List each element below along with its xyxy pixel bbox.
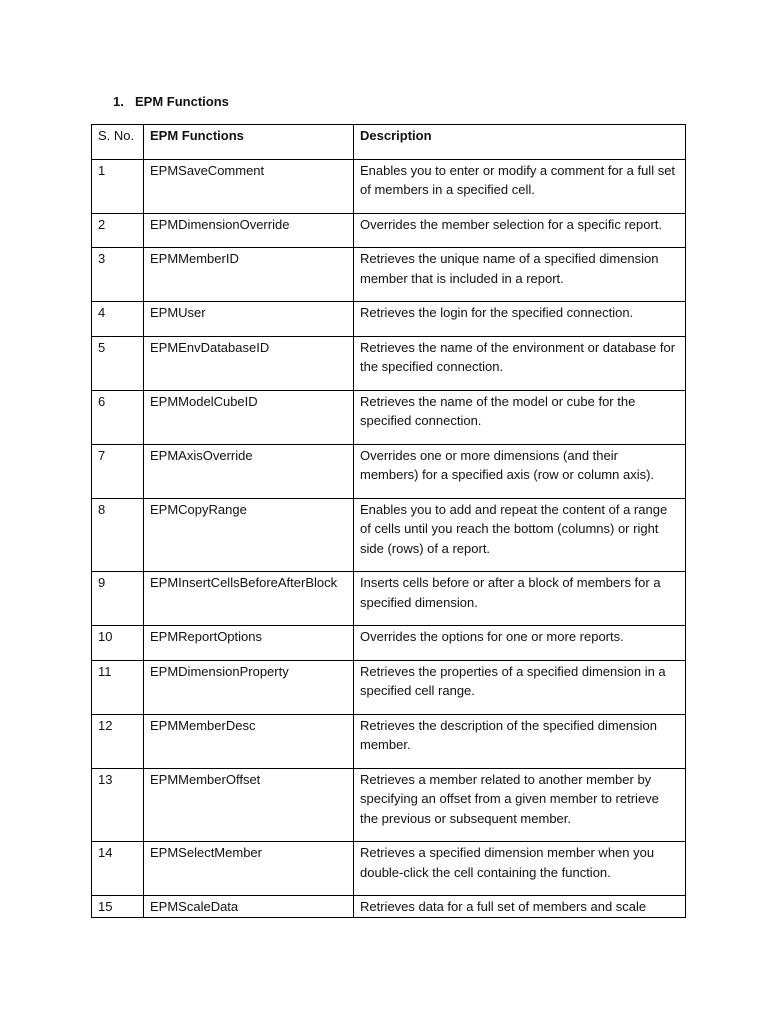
cell-description: Enables you to enter or modify a comment for a full set of members in a specified cell.: [354, 159, 686, 213]
table-row: [92, 498, 686, 572]
section-title: EPM Functions: [135, 94, 229, 109]
cell-sno: 6: [92, 390, 144, 444]
cell-sno: 12: [92, 714, 144, 768]
cell-description: Retrieves data for a full set of members and scale: [354, 896, 686, 918]
table-row: [92, 213, 686, 248]
cell-function-name: EPMDimensionOverride: [144, 213, 354, 248]
cell-function-name: EPMReportOptions: [144, 626, 354, 661]
table-row: [92, 896, 686, 918]
cell-function-name: EPMSaveComment: [144, 159, 354, 213]
cell-description: Overrides the member selection for a specific report.: [354, 213, 686, 248]
section-number: 1.: [113, 94, 124, 109]
cell-function-name: EPMModelCubeID: [144, 390, 354, 444]
cell-description: Retrieves the name of the model or cube for the specified connection.: [354, 390, 686, 444]
cell-description: Inserts cells before or after a block of members for a specified dimension.: [354, 572, 686, 626]
table-row: [92, 572, 686, 626]
cell-description: Retrieves the name of the environment or database for the specified connection.: [354, 336, 686, 390]
cell-sno: 11: [92, 660, 144, 714]
cell-description: Enables you to add and repeat the content of a range of cells until you reach the bottom (columns) or right side (rows) of a report.: [354, 498, 686, 572]
table-row: [92, 390, 686, 444]
cell-sno: 4: [92, 302, 144, 337]
cell-function-name: EPMDimensionProperty: [144, 660, 354, 714]
column-header-description: Description: [354, 125, 686, 160]
table-row: [92, 768, 686, 842]
cell-function-name: EPMCopyRange: [144, 498, 354, 572]
cell-sno: 14: [92, 842, 144, 896]
cell-sno: 8: [92, 498, 144, 572]
cell-function-name: EPMMemberOffset: [144, 768, 354, 842]
cell-sno: 5: [92, 336, 144, 390]
cell-function-name: EPMUser: [144, 302, 354, 337]
cell-description: Retrieves the properties of a specified dimension in a specified cell range.: [354, 660, 686, 714]
cell-description: Overrides one or more dimensions (and their members) for a specified axis (row or column axis).: [354, 444, 686, 498]
cell-function-name: EPMInsertCellsBeforeAfterBlock: [144, 572, 354, 626]
cell-sno: 3: [92, 248, 144, 302]
table-row: [92, 714, 686, 768]
cell-sno: 15: [92, 896, 144, 918]
cell-sno: 2: [92, 213, 144, 248]
cell-description: Retrieves a member related to another member by specifying an offset from a given member to retrieve the previous or subsequent member.: [354, 768, 686, 842]
table-row: [92, 842, 686, 896]
table-row: [92, 660, 686, 714]
column-header-function: EPM Functions: [144, 125, 354, 160]
table-row: [92, 302, 686, 337]
table-row: [92, 248, 686, 302]
cell-sno: 9: [92, 572, 144, 626]
cell-description: Retrieves the description of the specified dimension member.: [354, 714, 686, 768]
cell-function-name: EPMScaleData: [144, 896, 354, 918]
cell-description: Retrieves the unique name of a specified dimension member that is included in a report.: [354, 248, 686, 302]
cell-function-name: EPMMemberDesc: [144, 714, 354, 768]
cell-function-name: EPMMemberID: [144, 248, 354, 302]
epm-functions-table: [91, 124, 686, 918]
table-row: [92, 626, 686, 661]
cell-function-name: EPMEnvDatabaseID: [144, 336, 354, 390]
cell-function-name: EPMSelectMember: [144, 842, 354, 896]
table-row: [92, 159, 686, 213]
cell-sno: 10: [92, 626, 144, 661]
cell-description: Retrieves a specified dimension member when you double-click the cell containing the function.: [354, 842, 686, 896]
cell-description: Retrieves the login for the specified connection.: [354, 302, 686, 337]
section-heading: [113, 94, 229, 110]
cell-sno: 13: [92, 768, 144, 842]
cell-description: Overrides the options for one or more reports.: [354, 626, 686, 661]
cell-sno: 7: [92, 444, 144, 498]
cell-sno: 1: [92, 159, 144, 213]
column-header-sno: S. No.: [92, 125, 144, 160]
table-header-row: [92, 125, 686, 160]
cell-function-name: EPMAxisOverride: [144, 444, 354, 498]
table-row: [92, 444, 686, 498]
table-row: [92, 336, 686, 390]
